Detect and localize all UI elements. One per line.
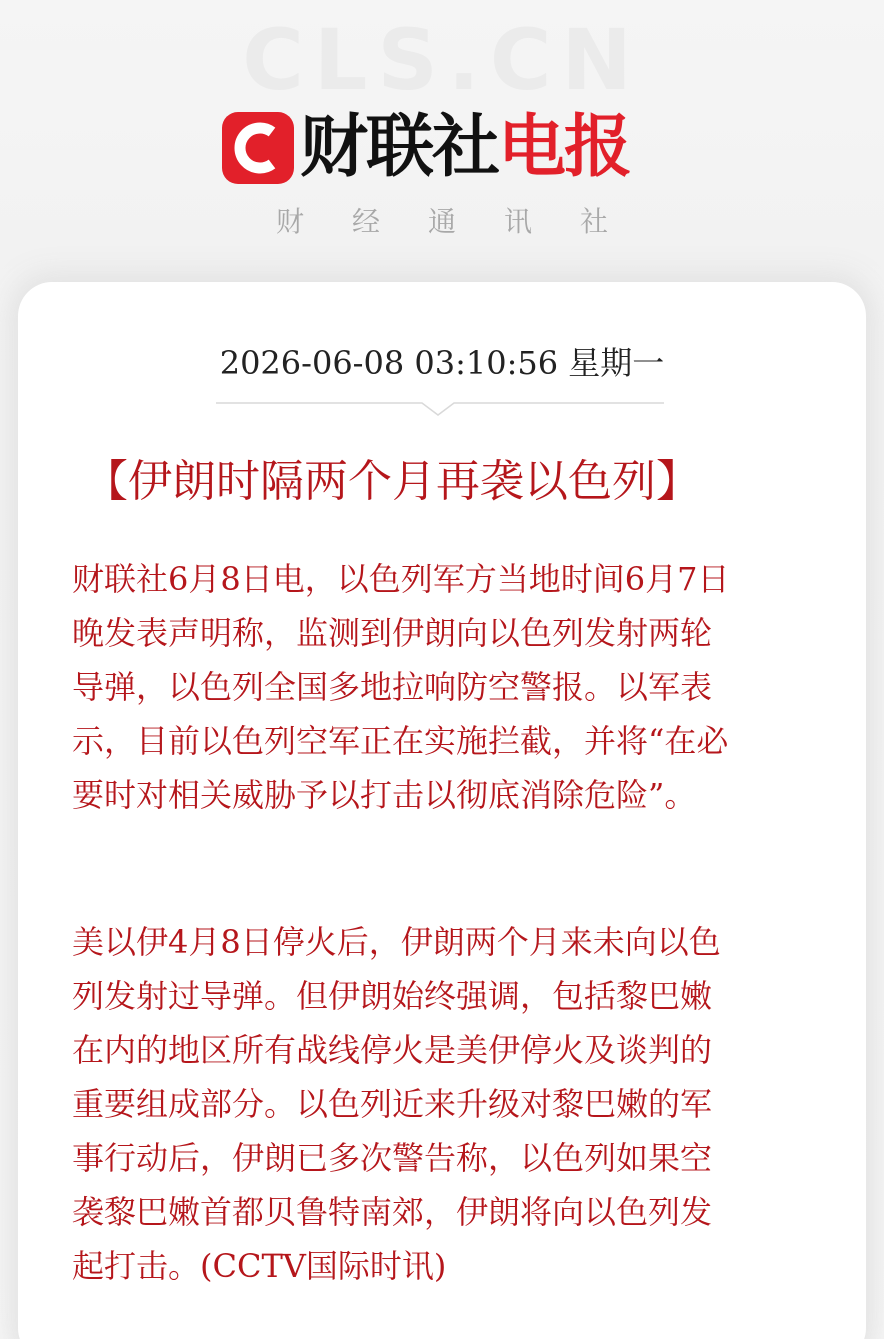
paragraph-line: 列发射过导弹。但伊朗始终强调，包括黎巴嫩 (72, 977, 713, 1015)
logo-c-icon (222, 112, 294, 184)
logo-name-black: 财联社 (300, 108, 499, 187)
article-datetime: 2026-06-08 03:10:56 星期一 (219, 344, 665, 382)
logo-subtitle: 财经通讯社 (275, 205, 656, 238)
paragraph-line: 晚发表声明称，监测到伊朗向以色列发射两轮 (72, 614, 713, 652)
logo-name-red: 电报 (498, 108, 631, 187)
paragraph-line: 事行动后，伊朗已多次警告称，以色列如果空 (72, 1139, 713, 1177)
paragraph-line: 袭黎巴嫩首都贝鲁特南郊，伊朗将向以色列发 (72, 1193, 713, 1231)
paragraph-line: 起打击。(CCTV国际时讯) (72, 1247, 447, 1285)
article-paragraph-1 (72, 552, 802, 822)
paragraph-line: 示，目前以色列空军正在实施拦截，并将“在必 (72, 722, 729, 760)
divider-notch-icon (216, 402, 664, 416)
paragraph-line: 财联社6月8日电，以色列军方当地时间6月7日 (72, 560, 730, 598)
paragraph-line: 要时对相关威胁予以打击以彻底消除危险”。 (72, 776, 697, 814)
logo (222, 108, 630, 188)
logo-c-glyph (228, 118, 288, 178)
paragraph-line: 重要组成部分。以色列近来升级对黎巴嫩的军 (72, 1085, 713, 1123)
paragraph-line: 导弹，以色列全国多地拉响防空警报。以军表 (72, 668, 713, 706)
article-headline: 【伊朗时隔两个月再袭以色列】 (84, 456, 700, 507)
article-paragraph-2 (72, 915, 802, 1293)
watermark-text: CLS.CN (242, 11, 642, 109)
paragraph-line: 美以伊4月8日停火后，伊朗两个月来未向以色 (72, 923, 721, 961)
paragraph-line: 在内的地区所有战线停火是美伊停火及谈判的 (72, 1031, 713, 1069)
